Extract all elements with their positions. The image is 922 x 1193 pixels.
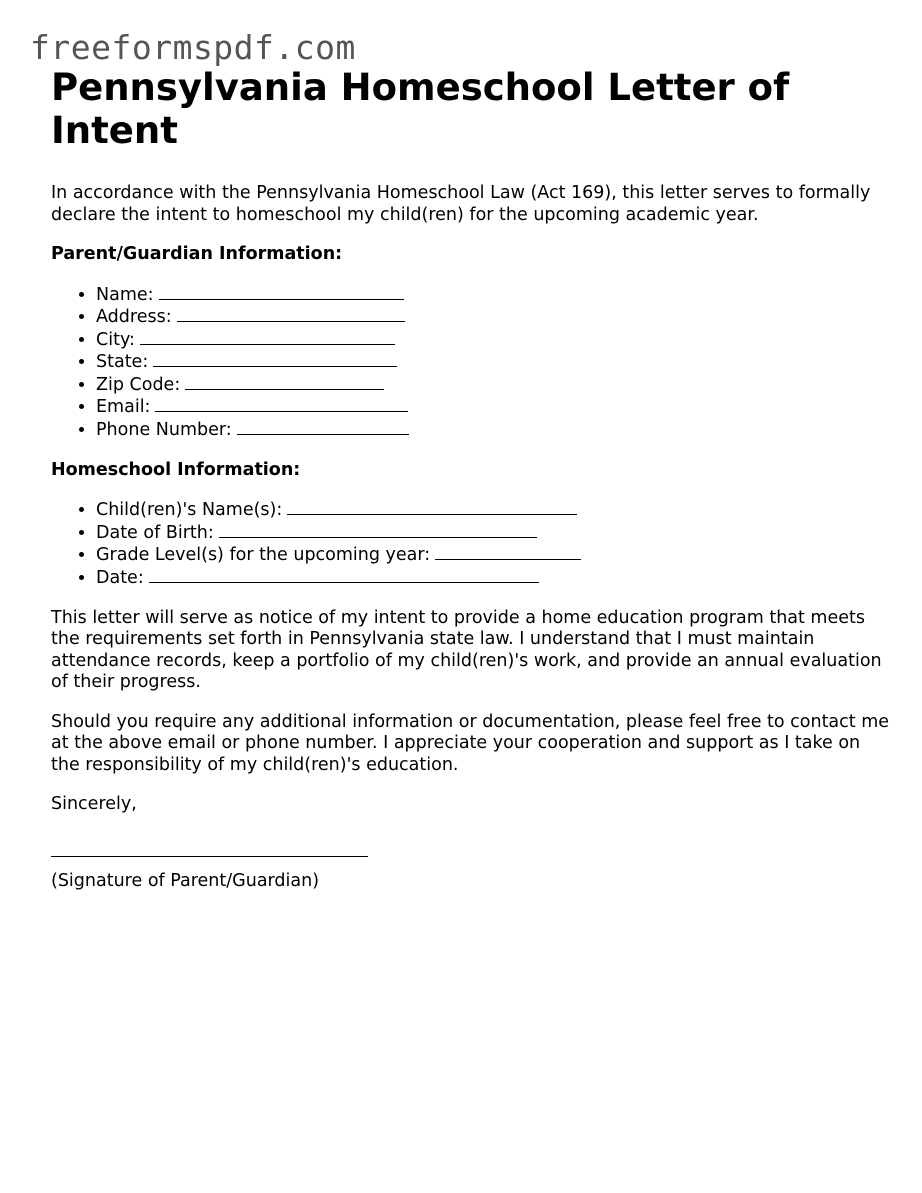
list-item [96, 374, 891, 397]
field-label-children-names: Child(ren)'s Name(s): [96, 500, 283, 521]
list-item [96, 522, 891, 545]
phone-number-field[interactable] [237, 419, 409, 435]
notice-paragraph: This letter will serve as notice of my intent to provide a home education program that meets the requirements set forth in Pennsylvania state law. I understand that I must maintain attendance records, keep a portfolio of my child(ren)'s work, and provide an annual evaluation of their progress. [51, 607, 882, 693]
children-names-field[interactable] [287, 499, 577, 515]
city-field[interactable] [140, 329, 395, 345]
email-field[interactable] [155, 396, 408, 412]
address-field[interactable] [177, 306, 405, 322]
field-label-date-of-birth: Date of Birth: [96, 522, 214, 543]
homeschool-info-list [51, 499, 891, 589]
date-of-birth-field[interactable] [219, 522, 537, 538]
field-label-email: Email: [96, 397, 151, 418]
list-item [96, 284, 891, 307]
list-item [96, 306, 891, 329]
field-label-date: Date: [96, 567, 144, 588]
grade-level-field[interactable] [435, 544, 581, 560]
field-label-city: City: [96, 329, 135, 350]
field-label-grade-level: Grade Level(s) for the upcoming year: [96, 545, 431, 566]
list-item [96, 329, 891, 352]
list-item [96, 396, 891, 419]
signature-caption: (Signature of Parent/Guardian) [51, 870, 320, 891]
date-field[interactable] [149, 567, 539, 583]
list-item [96, 499, 891, 522]
list-item [96, 544, 891, 567]
document-title: Pennsylvania Homeschool Letter of Intent [51, 66, 790, 152]
field-label-phone: Phone Number: [96, 420, 232, 441]
field-label-zip: Zip Code: [96, 374, 181, 395]
parent-info-list [51, 284, 891, 442]
intro-paragraph: In accordance with the Pennsylvania Homeschool Law (Act 169), this letter serves to formally declare the intent to homeschool my child(ren) for the upcoming academic year. [51, 183, 871, 225]
field-label-address: Address: [96, 307, 172, 328]
list-item [96, 419, 891, 442]
letter-document [51, 66, 891, 910]
field-label-name: Name: [96, 284, 154, 305]
state-field[interactable] [153, 351, 397, 367]
closing-text: Sincerely, [51, 794, 137, 815]
watermark-logo: freeformspdf.com [30, 28, 356, 67]
signature-line[interactable] [51, 856, 368, 857]
signature-spacer [51, 834, 891, 856]
list-item [96, 567, 891, 590]
list-item [96, 351, 891, 374]
parent-section-heading: Parent/Guardian Information: [51, 244, 343, 264]
field-label-state: State: [96, 352, 149, 373]
zip-code-field[interactable] [185, 374, 384, 390]
homeschool-section-heading: Homeschool Information: [51, 459, 301, 480]
name-field[interactable] [159, 284, 404, 300]
contact-paragraph: Should you require any additional information or documentation, please feel free to contact me at the above email or phone number. I appreciate your cooperation and support as I take on the responsibility of my child(ren)'s education. [51, 711, 890, 775]
